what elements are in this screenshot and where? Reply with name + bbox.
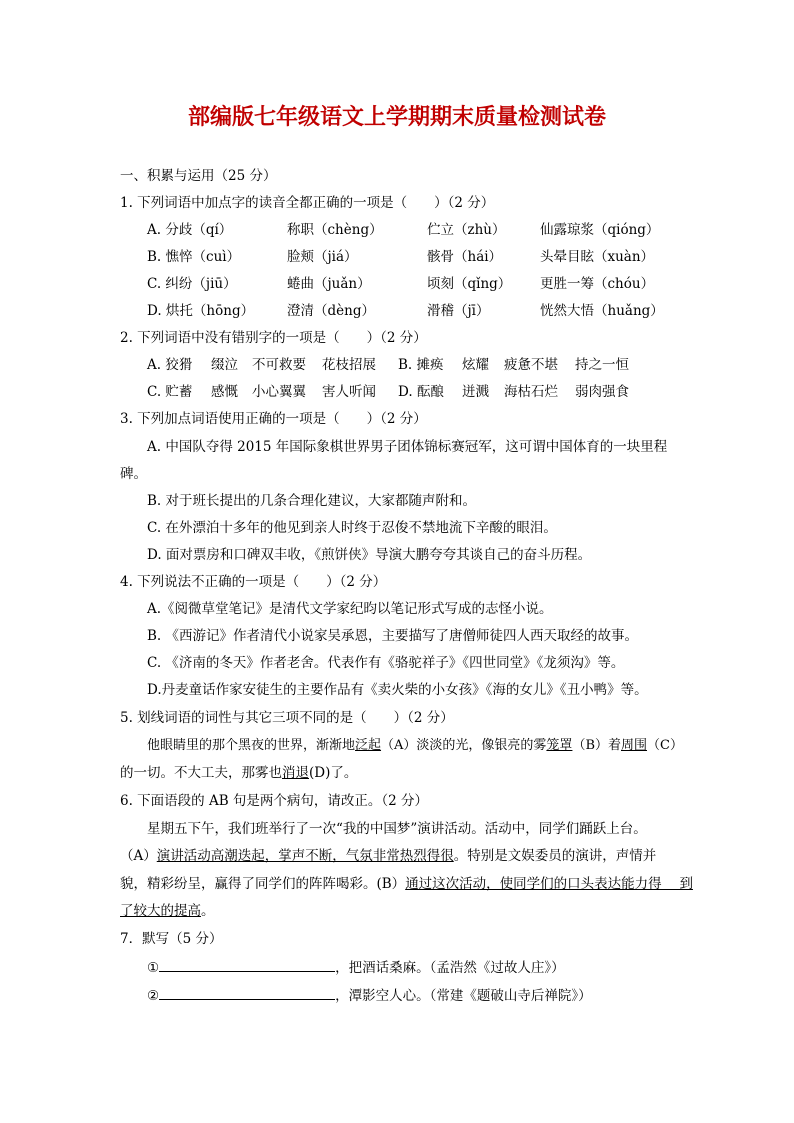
- question-7-stem: 7．默写（5 分）: [120, 931, 223, 947]
- q2-d-2: 迸溅: [462, 384, 489, 400]
- q1-a-2: 称职（chèng）: [287, 222, 383, 238]
- q2-c-3: 小心翼翼: [252, 384, 306, 400]
- page-title: 部编版七年级语文上学期期末质量检测试卷: [187, 104, 606, 130]
- q7-item-2: [147, 985, 592, 1006]
- q5-word-d: 消退: [282, 765, 309, 781]
- q3-option-a: A. 中国队夺得 2015 年国际象棋世界男子团体锦标赛冠军，这可谓中国体育的一块里程: [147, 439, 668, 455]
- q2-c-1: C. 贮蓄: [147, 384, 193, 400]
- q1-c-1: C. 纠纷（jiū）: [147, 276, 237, 292]
- q5-word-c: 周围: [621, 738, 648, 753]
- q1-d-1: D. 烘托（hōng）: [147, 303, 255, 319]
- q6-passage-line-4: [120, 901, 215, 921]
- q3-option-a-continued: 碑。: [120, 466, 147, 482]
- q5-text: 的一切。不大工夫，那雾也: [120, 765, 282, 781]
- q2-b-2: 炫耀: [462, 357, 489, 373]
- q1-b-2: 脸颊（jiá）: [287, 249, 358, 265]
- q1-a-1: A. 分歧（qí）: [147, 222, 233, 238]
- q3-option-b: B. 对于班长提出的几条合理化建议，大家都随声附和。: [147, 493, 477, 509]
- question-3-stem: 3. 下列加点词语使用正确的一项是（ ）（2 分）: [120, 411, 427, 427]
- q6-sentence-b: 通过这次活动，使同学们的口头表达能力得 到: [405, 876, 693, 892]
- q1-b-4: 头晕目眩（xuàn）: [540, 249, 655, 265]
- q6-passage-line-3: [120, 874, 693, 894]
- q5-text: （A）淡淡的光，像银亮的雾: [381, 738, 547, 753]
- q1-d-4: 恍然大悟（huǎng）: [540, 303, 664, 319]
- q2-d-4: 弱肉强食: [575, 384, 629, 400]
- answer-blank-2[interactable]: [159, 985, 335, 1000]
- q4-option-a: A.《阅微草堂笔记》是清代文学家纪昀以笔记形式写成的志怪小说。: [147, 601, 553, 617]
- q6-sentence-b-continued: 了较大的提高: [120, 903, 201, 919]
- q5-text: 他眼睛里的那个黑夜的世界，渐渐地: [147, 738, 356, 753]
- q5-text: （B）着: [572, 738, 621, 753]
- q5-passage-line-2: [120, 763, 357, 783]
- q6-text: 。特别是文娱委员的演讲，声情并: [453, 848, 657, 864]
- q2-a-3: 不可救要: [252, 357, 306, 373]
- q7-item-text: ，潭影空人心。（常建《题破山寺后禅院》）: [335, 988, 592, 1004]
- q5-text: (D)了。: [309, 765, 358, 781]
- q2-c-4: 害人听闻: [322, 384, 376, 400]
- q1-b-1: B. 憔悴（cuì）: [147, 249, 241, 265]
- question-5-stem: 5. 划线词语的词性与其它三项不同的是（ ）（2 分）: [120, 710, 454, 726]
- q5-word-a: 泛起: [355, 738, 382, 753]
- q5-word-b: 笼罩: [546, 738, 573, 753]
- q2-c-2: 感慨: [211, 384, 238, 400]
- q1-b-3: 骸骨（hái）: [427, 249, 503, 265]
- q5-text: （C）: [647, 738, 683, 753]
- q2-b-4: 持之一恒: [575, 357, 629, 373]
- q2-d-1: D. 酝酿: [398, 384, 444, 400]
- q4-option-c: C. 《济南的冬天》作者老舍。代表作有《骆驼祥子》《四世同堂》《龙须沟》等。: [147, 655, 625, 671]
- q2-b-3: 疲惫不堪: [504, 357, 558, 373]
- question-4-stem: 4. 下列说法不正确的一项是（ ）（2 分）: [120, 574, 387, 590]
- question-2-stem: 2. 下列词语中没有错别字的一项是（ ）（2 分）: [120, 330, 427, 346]
- q5-passage-line-1: [147, 736, 683, 756]
- q1-c-4: 更胜一筹（chóu）: [540, 276, 655, 292]
- q1-d-3: 滑稽（jī）: [427, 303, 490, 319]
- q7-item-1: [147, 957, 565, 978]
- q1-a-4: 仙露琼浆（qióng）: [540, 222, 660, 238]
- q4-option-d: D.丹麦童话作家安徒生的主要作品有《卖火柴的小女孩》《海的女儿》《丑小鸭》等。: [147, 682, 648, 698]
- q7-item-number: ①: [147, 960, 160, 976]
- q3-option-d: D. 面对票房和口碑双丰收，《煎饼侠》导演大鹏夸夸其谈自己的奋斗历程。: [147, 547, 592, 563]
- q6-text: （A）: [120, 848, 157, 864]
- q7-item-number: ②: [147, 988, 160, 1004]
- q2-a-1: A. 狡猾: [147, 357, 193, 373]
- q1-a-3: 伫立（zhù）: [427, 222, 506, 238]
- q1-c-3: 顷刻（qǐng）: [427, 276, 512, 292]
- q2-a-4: 花枝招展: [322, 357, 376, 373]
- q6-passage-line-2: [120, 846, 656, 866]
- q2-d-3: 海枯石烂: [504, 384, 558, 400]
- q1-d-2: 澄清（dèng）: [287, 303, 375, 319]
- section-heading: 一、积累与运用（25 分）: [120, 168, 277, 184]
- q3-option-c: C. 在外漂泊十多年的他见到亲人时终于忍俊不禁地流下辛酸的眼泪。: [147, 520, 557, 536]
- question-6-stem: 6. 下面语段的 AB 句是两个病句，请改正。（2 分）: [120, 793, 429, 809]
- q6-passage-line-1: 星期五下午，我们班举行了一次“我的中国梦”演讲活动。活动中，同学们踊跃上台。: [147, 821, 647, 837]
- q6-sentence-a: 演讲活动高潮迭起，掌声不断，气氛非常热烈得很: [156, 848, 454, 864]
- q6-text: 。: [201, 903, 215, 919]
- q7-item-text: ，把酒话桑麻。（孟浩然《过故人庄》）: [335, 960, 565, 976]
- answer-blank-1[interactable]: [159, 957, 335, 972]
- q2-b-1: B. 摊痪: [398, 357, 444, 373]
- q2-a-2: 缀泣: [211, 357, 238, 373]
- q6-text: 貌，精彩纷呈，赢得了同学们的阵阵喝彩。(B）: [120, 876, 406, 892]
- q4-option-b: B. 《西游记》作者清代小说家吴承恩，主要描写了唐僧师徒四人西天取经的故事。: [147, 628, 639, 644]
- q1-c-2: 蜷曲（juǎn）: [287, 276, 371, 292]
- question-1-stem: 1. 下列词语中加点字的读音全都正确的一项是（ ）（2 分）: [120, 195, 495, 211]
